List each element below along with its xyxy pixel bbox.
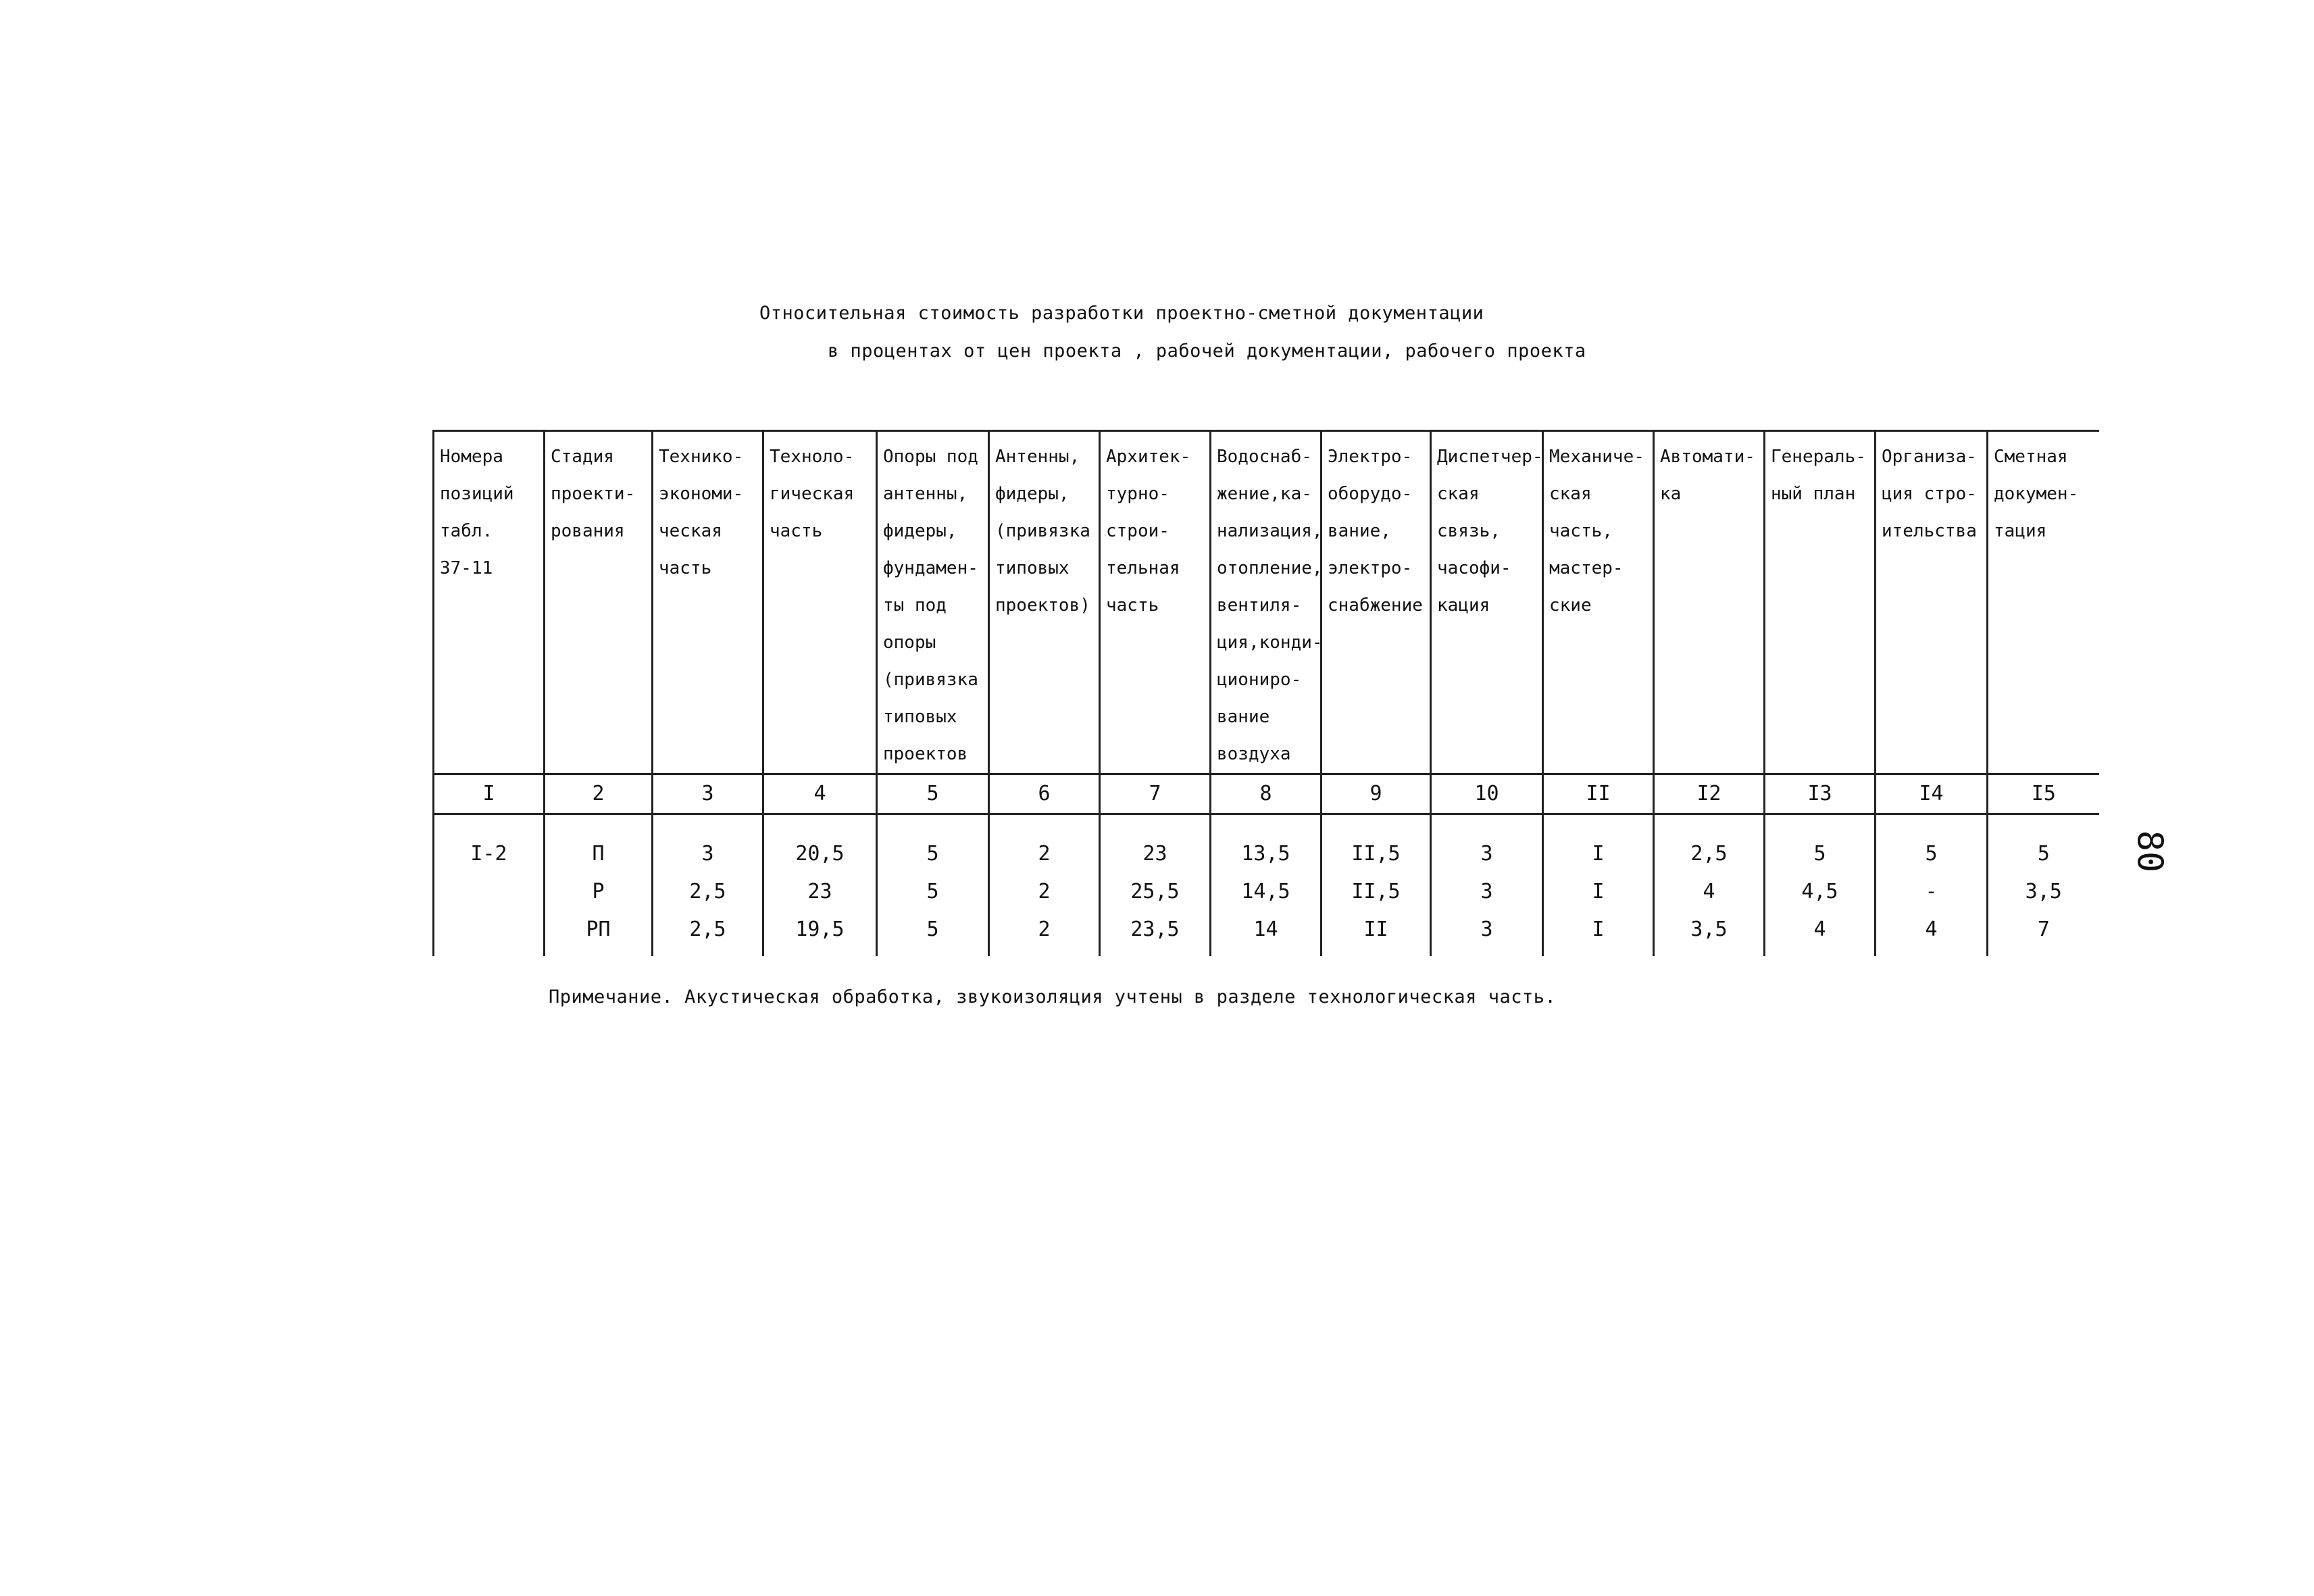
column-number: I4 [1876,774,1988,814]
column-number: 7 [1100,774,1211,814]
header-cell: Электро- оборудо- вание, электро- снабжение [1322,431,1431,774]
column-number: I2 [1654,774,1765,814]
header-cell: Опоры под антенны, фидеры, фундамен- ты под опоры (привязка типовых проектов [877,431,989,774]
table-cell: 3 2,5 2,5 [653,814,763,956]
cost-table [432,430,2099,956]
column-number: 9 [1322,774,1431,814]
table-cell: 5 - 4 [1876,814,1988,956]
header-cell: Механиче- ская часть, мастер- ские [1543,431,1654,774]
column-number-row [434,774,2099,814]
table-cell: 3 3 3 [1431,814,1543,956]
document-title-line-1: Относительная стоимость разработки проектно-сметной документации [759,303,1484,324]
table-cell: I-2 [434,814,545,956]
table-cell: П Р РП [545,814,653,956]
table-cell: 20,5 23 19,5 [763,814,877,956]
table-cell: 5 3,5 7 [1988,814,2099,956]
column-number: 2 [545,774,653,814]
column-number: 3 [653,774,763,814]
header-cell: Диспетчер- ская связь, часофи- кация [1431,431,1543,774]
header-cell: Генераль- ный план [1765,431,1876,774]
table-cell: 5 4,5 4 [1765,814,1876,956]
page-number: 80 [2129,830,2170,873]
header-cell: Организа- ция стро- ительства [1876,431,1988,774]
column-number: 6 [989,774,1100,814]
column-number: 8 [1211,774,1322,814]
table-cell: 5 5 5 [877,814,989,956]
column-number: I [434,774,545,814]
header-cell: Сметная докумен- тация [1988,431,2099,774]
header-cell: Антенны, фидеры, (привязка типовых проектов) [989,431,1100,774]
table-cell: 2,5 4 3,5 [1654,814,1765,956]
header-cell: Автомати- ка [1654,431,1765,774]
column-number: 10 [1431,774,1543,814]
column-number: II [1543,774,1654,814]
table-header-row [434,431,2099,774]
table-cell: I I I [1543,814,1654,956]
column-number: 4 [763,774,877,814]
header-cell: Водоснаб- жение,ка- нализация, отопление, вентиля- ция,конди- циониро- вание воздуха [1211,431,1322,774]
column-number: I3 [1765,774,1876,814]
table-cell: II,5 II,5 II [1322,814,1431,956]
table-cell: 23 25,5 23,5 [1100,814,1211,956]
table-cell: 13,5 14,5 14 [1211,814,1322,956]
header-cell: Архитек- турно- строи- тельная часть [1100,431,1211,774]
column-number: 5 [877,774,989,814]
header-cell: Стадия проекти- рования [545,431,653,774]
table-cell: 2 2 2 [989,814,1100,956]
document-title-line-2: в процентах от цен проекта , рабочей документации, рабочего проекта [828,341,1586,361]
header-cell: Номера позиций табл. 37-11 [434,431,545,774]
table-note: Примечание. Акустическая обработка, звукоизоляция учтены в разделе технологическая часть. [549,987,1557,1007]
header-cell: Технико- экономи- ческая часть [653,431,763,774]
header-cell: Техноло- гическая часть [763,431,877,774]
column-number: I5 [1988,774,2099,814]
table-row [434,814,2099,956]
